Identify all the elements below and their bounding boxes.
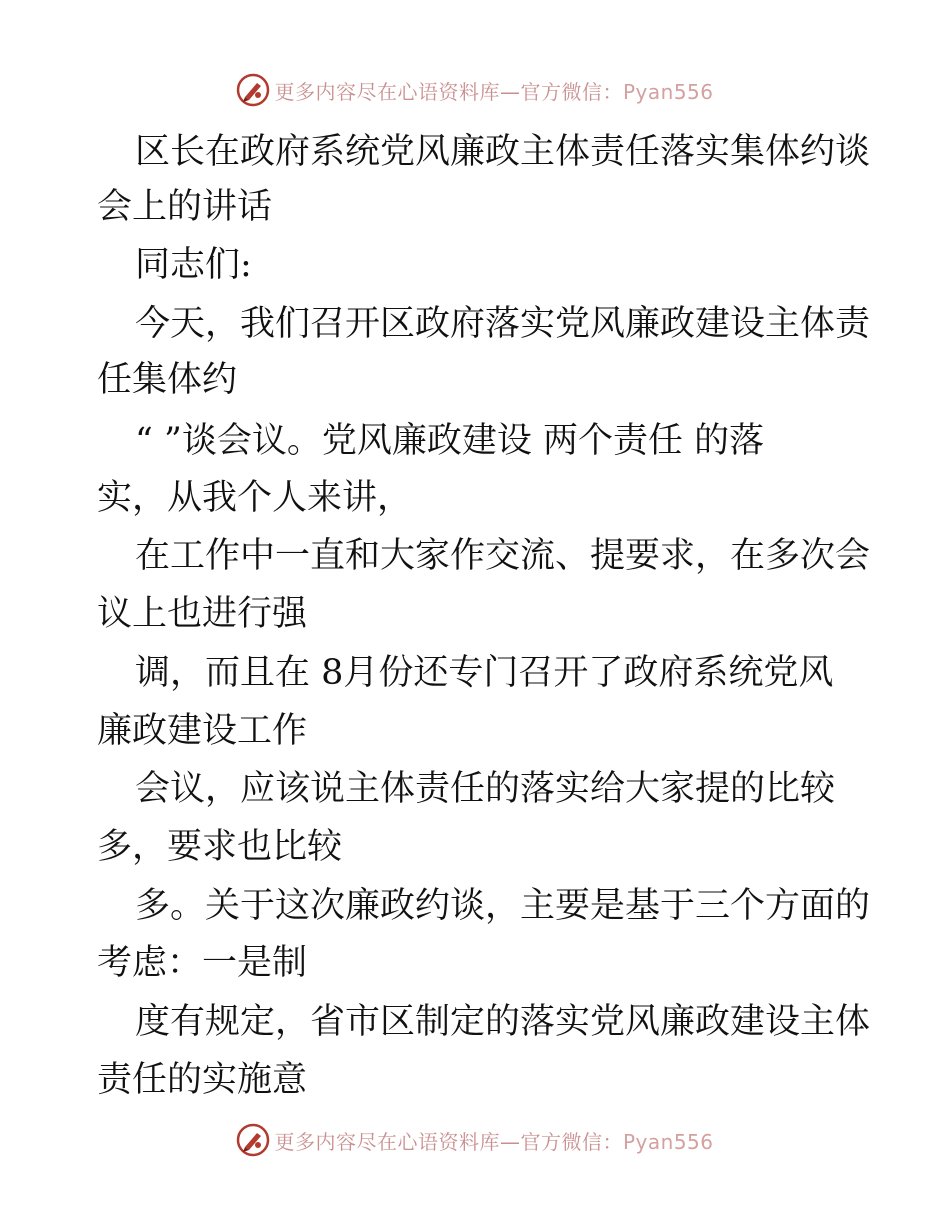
paragraph-line: 在工作中一直和大家作交流、提要求，在多次会 <box>135 536 871 576</box>
paragraph-line: 廉政建设工作 <box>97 711 308 751</box>
paragraph-line: 任集体约 <box>97 360 238 400</box>
paragraph-line: 责任的实施意 <box>97 1060 308 1100</box>
pen-logo-icon <box>236 1123 270 1157</box>
paragraph-line: 会议，应该说主体责任的落实给大家提的比较 <box>135 769 836 809</box>
paragraph-line: “ ”谈会议。党风廉政建设 两个责任 的落 <box>135 421 765 461</box>
paragraph-line: 度有规定，省市区制定的落实党风廉政建设主体 <box>135 1002 871 1042</box>
paragraph-line: 调，而且在 8月份还专门召开了政府系统党风 <box>135 653 834 693</box>
footer-banner-text <box>274 1126 713 1155</box>
header-banner <box>0 70 950 110</box>
footer-banner <box>0 1120 950 1160</box>
document-title-line-2: 会上的讲话 <box>97 187 273 227</box>
paragraph-line: 考虑：一是制 <box>97 943 308 983</box>
footer-banner-handle: Pyan556 <box>622 1129 714 1154</box>
paragraph-line: 实，从我个人来讲， <box>97 478 413 518</box>
header-banner-text <box>274 76 713 105</box>
pen-logo-icon <box>236 73 270 107</box>
paragraph-line: 多。关于这次廉政约谈，主要是基于三个方面的 <box>135 886 871 926</box>
footer-banner-label: 更多内容尽在心语资料库—官方微信： <box>274 1129 623 1154</box>
paragraph-line: 今天，我们召开区政府落实党风廉政建设主体责 <box>135 304 871 344</box>
header-banner-handle: Pyan556 <box>622 79 714 104</box>
paragraph-line: 多，要求也比较 <box>97 827 343 867</box>
document-title-line-1: 区长在政府系统党风廉政主体责任落实集体约谈 <box>135 132 871 172</box>
paragraph-line: 议上也进行强 <box>97 594 308 634</box>
salutation: 同志们: <box>135 245 252 285</box>
header-banner-label: 更多内容尽在心语资料库—官方微信： <box>274 79 623 104</box>
